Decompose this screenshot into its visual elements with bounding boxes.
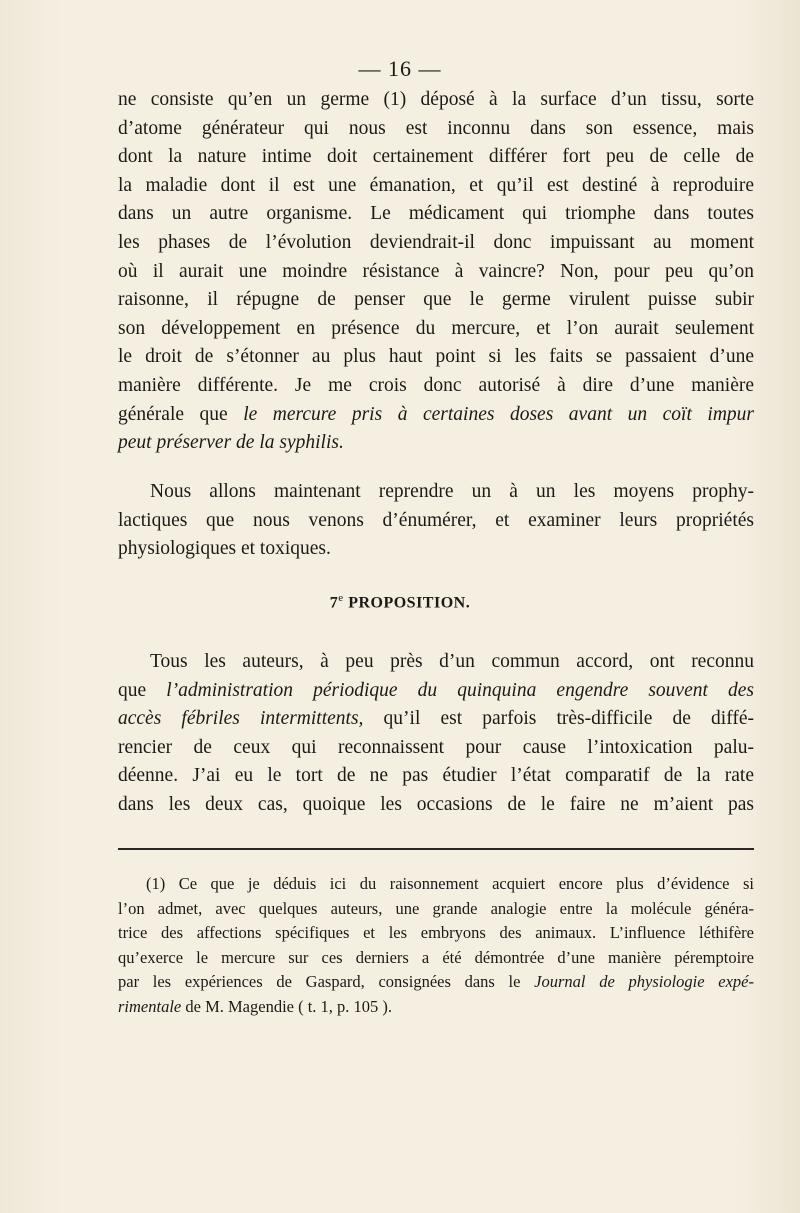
text-line: la maladie dont il est une émanation, et qu’il est destiné à reproduire xyxy=(118,174,754,196)
text-line: raisonne, il répugne de penser que le germe virulent puisse subir xyxy=(118,289,754,311)
heading-number: 7 xyxy=(329,594,339,612)
heading-text: PROPOSITION. xyxy=(348,594,471,612)
page-number: — 16 — xyxy=(358,56,442,81)
text-line: lactiques que nous venons d’énumérer, et examiner leurs propriétés xyxy=(118,509,754,531)
section-heading xyxy=(0,592,800,612)
italic-text: Journal de physiologie expé- xyxy=(534,972,754,991)
footnote-divider xyxy=(118,848,754,850)
text-segment: qu’il est parfois très-difficile de diffé- xyxy=(363,708,754,730)
text-line: Tous les auteurs, à peu près d’un commun accord, ont reconnu xyxy=(150,651,754,672)
footnote-line: l’on admet, avec quelques auteurs, une grande analogie entre la molécule généra- xyxy=(118,898,754,918)
text-line: rencier de ceux qui reconnaissent pour cause l’intoxication palu- xyxy=(118,736,754,758)
italic-text: accès fébriles intermittents, xyxy=(118,708,364,730)
text-line: manière différente. Je me crois donc autorisé à dire d’une manière xyxy=(118,374,754,396)
text-line: le droit de s’étonner au plus haut point si les faits se passaient d’une xyxy=(118,346,754,368)
italic-text: rimentale xyxy=(118,996,182,1016)
text-line: dans un autre organisme. Le médicament qui triomphe dans toutes xyxy=(118,203,754,225)
paragraph-3 xyxy=(118,648,754,820)
text-segment: générale que xyxy=(118,403,244,425)
text-line xyxy=(118,705,754,734)
text-segment: que xyxy=(118,679,167,701)
italic-text: le mercure pris à certaines doses avant un coït impur xyxy=(243,403,754,425)
text-line: Nous allons maintenant reprendre un à un les moyens prophy- xyxy=(150,481,754,502)
text-segment: de M. Magendie ( t. 1, p. 105 ). xyxy=(181,996,393,1016)
paragraph-2 xyxy=(118,478,754,564)
footnote-line: trice des affections spécifiques et les embryons des animaux. L’influence léthifère xyxy=(118,923,754,942)
text-line: dont la nature intime doit certainement différer fort peu de celle de xyxy=(118,146,754,168)
text-line: les phases de l’évolution deviendrait-il donc impuissant au moment xyxy=(118,231,754,253)
footnote-line: qu’exerce le mercure sur ces derniers a été démontrée d’une manière péremptoire xyxy=(118,947,754,967)
italic-text: peut préserver de la syphilis. xyxy=(118,432,344,454)
heading-superscript: e xyxy=(338,592,344,604)
text-line xyxy=(118,401,754,430)
text-line: son développement en présence du mercure, et l’on aurait seulement xyxy=(118,317,754,339)
text-line xyxy=(118,677,754,706)
text-line: dans les deux cas, quoique les occasions de le faire ne m’aient pas xyxy=(118,793,754,815)
footnote xyxy=(118,872,754,1019)
paragraph-1 xyxy=(118,86,754,458)
text-line: déenne. J’ai eu le tort de ne pas étudier l’état comparatif de la rate xyxy=(118,765,754,787)
footnote-line xyxy=(118,995,754,1020)
text-line: physiologiques et toxiques. xyxy=(118,538,331,560)
text-line xyxy=(118,429,754,458)
text-segment: par les expériences de Gaspard, consignées dans le xyxy=(118,972,535,991)
footnote-line xyxy=(118,970,754,995)
text-line: d’atome générateur qui nous est inconnu dans son essence, mais xyxy=(118,117,754,139)
text-line: ne consiste qu’en un germe (1) déposé à la surface d’un tissu, sorte xyxy=(118,89,754,110)
italic-text: l’administration périodique du quinquina engendre souvent des xyxy=(166,679,754,701)
footnote-line: (1) Ce que je déduis ici du raisonnement acquiert encore plus d’évidence si xyxy=(146,874,754,893)
text-line: où il aurait une moindre résistance à vaincre? Non, pour peu qu’on xyxy=(118,260,754,282)
